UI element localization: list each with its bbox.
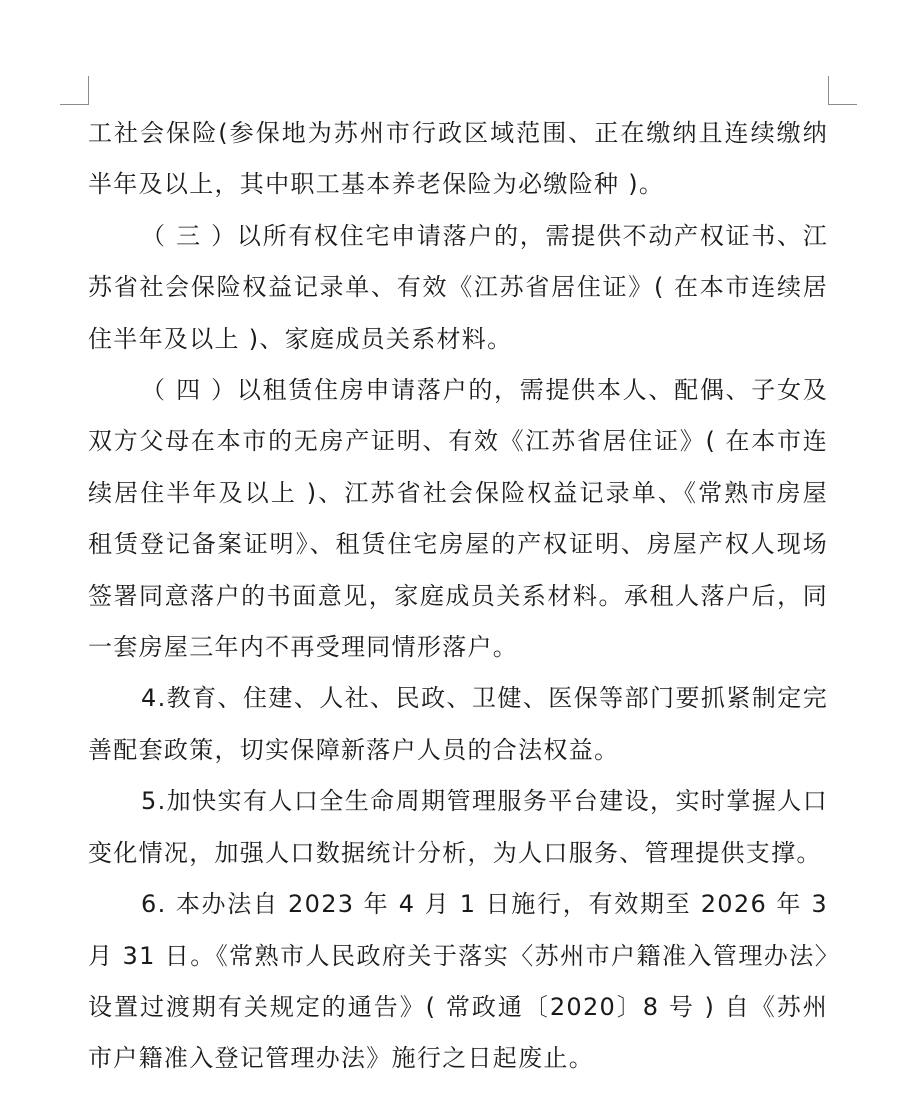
paragraph-4: 4.教育、住建、人社、民政、卫健、医保等部门要抓紧制定完善配套政策，切实保障新落户人员的合法权益。 — [88, 684, 828, 764]
crop-mark-top-right — [828, 76, 857, 105]
paragraph-3: （ 四 ）以租赁住房申请落户的，需提供本人、配偶、子女及双方父母在本市的无房产证明、有效《江苏省居住证》( 在本市连续居住半年及以上 )、江苏省社会保险权益记录单、《常熟市房屋租赁登记备案证明》、租赁住宅房屋的产权证明、房屋产权人现场签署同意落户的书面意见，家庭成员关系材料。承租人落户后，同一套房屋三年内不再受理同情形落户。 — [88, 376, 828, 662]
paragraph-6: 6. 本办法自 2023 年 4 月 1 日施行，有效期至 2026 年 3 月 31 日。《常熟市人民政府关于落实〈苏州市户籍准入管理办法〉设置过渡期有关规定的通告》( 常政通〔2020〕8 号 ) 自《苏州市户籍准入登记管理办法》施行之日起废止。 — [88, 890, 837, 1073]
crop-mark-top-left — [60, 76, 89, 105]
paragraph-5: 5.加快实有人口全生命周期管理服务平台建设，实时掌握人口变化情况，加强人口数据统计分析，为人口服务、管理提供支撑。 — [88, 787, 828, 867]
document-body — [88, 108, 837, 1085]
paragraph-2: （ 三 ）以所有权住宅申请落户的，需提供不动产权证书、江苏省社会保险权益记录单、有效《江苏省居住证》( 在本市连续居住半年及以上 )、家庭成员关系材料。 — [88, 221, 828, 353]
paragraph-1: 工社会保险(参保地为苏州市行政区域范围、正在缴纳且连续缴纳半年及以上，其中职工基本养老保险为必缴险种 )。 — [88, 119, 828, 199]
